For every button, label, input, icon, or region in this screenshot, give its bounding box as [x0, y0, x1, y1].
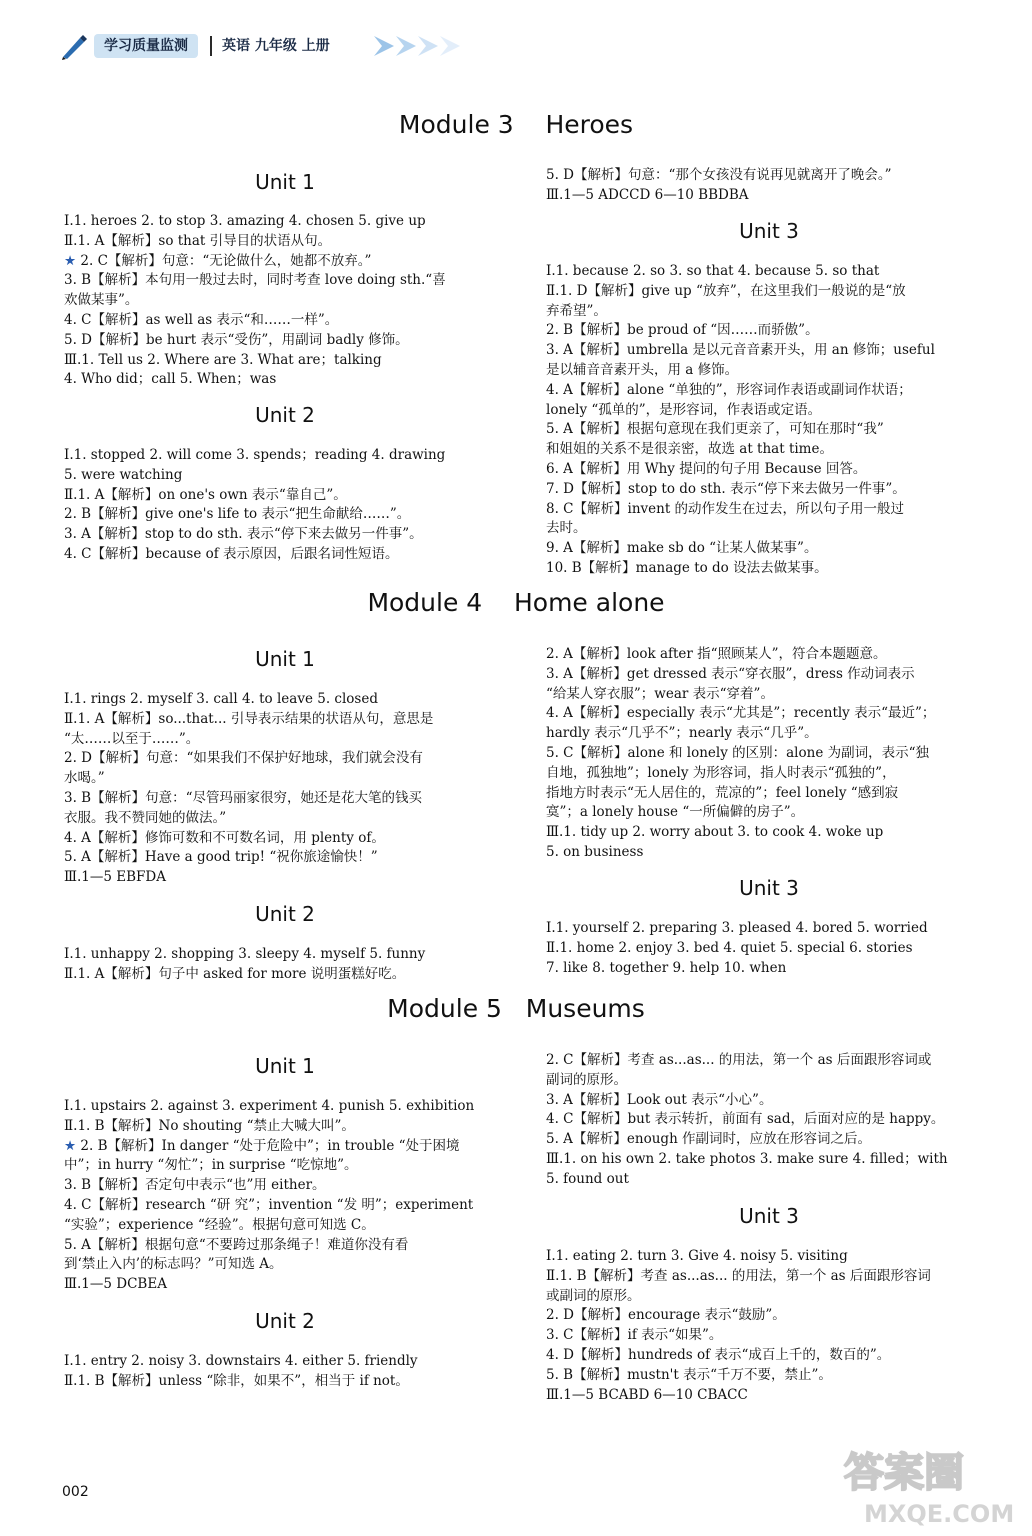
- answer-line: hardly 表示“几乎不”；nearly 表示“几乎”。: [546, 725, 818, 742]
- answer-line: 9. A【解析】make sb do “让某人做某事”。: [546, 540, 818, 557]
- answer-line: “给某人穿衣服”；wear 表示“穿着”。: [546, 685, 774, 702]
- answer-line: 4. C【解析】but 表示转折，前面有 sad，后面对应的是 happy。: [546, 1111, 945, 1128]
- m5-right-top-answers: [546, 1051, 948, 1190]
- answer-line: 3. B【解析】否定句中表示“也”用 either。: [64, 1177, 326, 1194]
- m5-unit-2-answers: [64, 1352, 418, 1392]
- answer-line: lonely “孤单的”，是形容词，作表语或定语。: [546, 401, 822, 418]
- answer-line: 3. B【解析】本句用一般过去时，同时考查 love doing sth.“喜: [64, 272, 446, 289]
- star-icon: ★: [64, 1137, 77, 1154]
- answer-line: 5. B【解析】mustn't 表示“千万不要，禁止”。: [546, 1366, 832, 1383]
- answer-line: 5. were watching: [64, 466, 183, 483]
- answer-line: 7. D【解析】stop to do sth. 表示“停下来去做另一件事”。: [546, 480, 906, 497]
- answer-line: 4. C【解析】because of 表示原因，后跟名词性短语。: [64, 545, 399, 562]
- answer-line: 到‘禁止入内’的标志吗？”可知选 A。: [64, 1256, 283, 1273]
- m5-unit-3-answers: [546, 1247, 931, 1405]
- star-icon: ★: [64, 252, 77, 269]
- answer-line: 2. D【解析】encourage 表示“鼓励”。: [546, 1307, 786, 1324]
- answer-line: 寞”；a lonely house “一所偏僻的房子”。: [546, 804, 805, 821]
- answer-line: 4. A【解析】especially 表示“尤其是”；recently 表示“最近”；: [546, 705, 936, 722]
- answer-line: 欢做某事”。: [64, 292, 139, 309]
- m3-unit-2-title: Unit 2: [255, 403, 315, 427]
- answer-line: 3. A【解析】stop to do sth. 表示“停下来去做另一件事”。: [64, 526, 423, 543]
- answer-line: 水喝。”: [64, 770, 105, 787]
- answer-line: 是以辅音音素开头，用 a 修饰。: [546, 361, 739, 378]
- m5-unit-1-answers: [64, 1097, 474, 1295]
- answer-line: Ⅱ.1. D【解析】give up “放弃”，在这里我们一般说的是“放: [546, 282, 906, 299]
- m4-unit-1-answers: [64, 690, 433, 888]
- answer-line: Ⅰ.1. yourself 2. preparing 3. pleased 4. bored 5. worried: [546, 920, 928, 936]
- header-divider: [210, 36, 212, 56]
- answer-line: 3. A【解析】Look out 表示“小心”。: [546, 1091, 773, 1108]
- answer-line: 去时。: [546, 520, 587, 537]
- m5-unit-3-title: Unit 3: [739, 1204, 799, 1228]
- module-4-title: Module 4 Home alone: [367, 588, 665, 617]
- answer-line: 指地方时表示“无人居住的，荒凉的”；feel lonely “感到寂: [546, 784, 899, 801]
- answer-line: Ⅰ.1. stopped 2. will come 3. spends；reading 4. drawing: [64, 447, 446, 463]
- answer-line: Ⅱ.1. A【解析】句子中 asked for more 说明蛋糕好吃。: [64, 965, 406, 982]
- answer-line: 3. A【解析】umbrella 是以元音音素开头，用 an 修饰；useful: [546, 342, 935, 359]
- answer-line: Ⅱ.1. home 2. enjoy 3. bed 4. quiet 5. special 6. stories: [546, 939, 913, 956]
- answer-line: 10. B【解析】manage to do 设法去做某事。: [546, 559, 828, 576]
- m3-unit-2-answers: [64, 446, 445, 565]
- answer-line: Ⅰ.1. heroes 2. to stop 3. amazing 4. chosen 5. give up: [64, 213, 426, 229]
- answer-line: Ⅱ.1. B【解析】考查 as...as... 的用法，第一个 as 后面跟形容词: [546, 1267, 931, 1284]
- answer-line: 5. found out: [546, 1170, 629, 1187]
- answer-line: Ⅰ.1. unhappy 2. shopping 3. sleepy 4. myself 5. funny: [64, 946, 426, 962]
- chevrons-right-icon: [372, 32, 462, 60]
- answer-line: 5. on business: [546, 843, 644, 860]
- module-3-title: Module 3 Heroes: [398, 110, 634, 139]
- answer-line: Ⅰ.1. entry 2. noisy 3. downstairs 4. either 5. friendly: [64, 1353, 418, 1369]
- answer-line: “太……以至于……”。: [64, 730, 200, 747]
- m5-unit-2-title: Unit 2: [255, 1309, 315, 1333]
- answer-line: 和姐姐的关系不是很亲密，故选 at that time。: [546, 441, 833, 458]
- answer-line: 衣服。我不赞同她的做法。”: [64, 809, 227, 826]
- header-subtitle: 英语 九年级 上册: [222, 38, 330, 54]
- answer-line: Ⅲ.1—5 ADCCD 6—10 BBDBA: [546, 186, 749, 203]
- watermark-bottom: MXQE.COM: [864, 1500, 1015, 1528]
- m3-unit-1-answers: [64, 212, 446, 390]
- answer-line: 2. A【解析】look after 指“照顾某人”，符合本题题意。: [546, 646, 887, 662]
- answer-line: Ⅲ.1—5 EBFDA: [64, 869, 166, 886]
- pen-icon: [60, 32, 88, 60]
- watermark-top: 答案圈: [844, 1450, 964, 1496]
- answer-line: “实验”；experience “经验”。根据句意可知选 C。: [64, 1216, 375, 1233]
- answer-line: 5. A【解析】enough 作副词时，应放在形容词之后。: [546, 1131, 872, 1148]
- answer-line: 3. B【解析】句意：“尽管玛丽家很穷，她还是花大笔的钱买: [64, 789, 422, 806]
- m3-unit-3-answers: [546, 262, 935, 579]
- answer-line: Ⅱ.1. A【解析】so...that... 引导表示结果的状语从句，意思是: [64, 710, 434, 727]
- answer-line: Ⅲ.1. on his own 2. take photos 3. make sure 4. filled；with: [546, 1150, 948, 1167]
- answer-line: 2. C【解析】考查 as...as... 的用法，第一个 as 后面跟形容词或: [546, 1052, 932, 1068]
- answer-line: 2. B【解析】be proud of “因……而骄傲”。: [546, 322, 819, 339]
- m4-unit-3-answers: [546, 919, 928, 978]
- answer-line: Ⅱ.1. A【解析】on one's own 表示“靠自己”。: [64, 486, 347, 503]
- answer-line: Ⅰ.1. eating 2. turn 3. Give 4. noisy 5. visiting: [546, 1248, 848, 1264]
- answer-line: 3. C【解析】if 表示“如果”。: [546, 1327, 723, 1344]
- answer-line: ★ 2. C【解析】句意：“无论做什么，她都不放弃。”: [64, 252, 372, 269]
- answer-line: 5. D【解析】be hurt 表示“受伤”，用副词 badly 修饰。: [64, 331, 409, 348]
- answer-line: 5. C【解析】alone 和 lonely 的区别：alone 为副词，表示“独: [546, 744, 929, 761]
- answer-line: 4. C【解析】research “研 究”；invention “发 明”；experiment: [64, 1196, 474, 1213]
- answer-line: 或副词的原形。: [546, 1287, 641, 1304]
- answer-line: Ⅲ.1—5 DCBEA: [64, 1276, 167, 1293]
- answer-line: Ⅲ.1—5 BCABD 6—10 CBACC: [546, 1386, 748, 1403]
- answer-line: 8. C【解析】invent 的动作发生在过去，所以句子用一般过: [546, 500, 905, 517]
- page-number: 002: [62, 1484, 89, 1500]
- answer-line: Ⅲ.1. tidy up 2. worry about 3. to cook 4. woke up: [546, 824, 884, 841]
- m4-unit-3-title: Unit 3: [739, 876, 799, 900]
- answer-line: Ⅰ.1. rings 2. myself 3. call 4. to leave 5. closed: [64, 691, 378, 707]
- m4-unit-1-title: Unit 1: [255, 647, 315, 671]
- answer-line: 5. D【解析】句意：“那个女孩没有说再见就离开了晚会。”: [546, 167, 892, 183]
- answer-line: Ⅱ.1. B【解析】No shouting “禁止大喊大叫”。: [64, 1117, 355, 1134]
- m4-unit-2-title: Unit 2: [255, 902, 315, 926]
- answer-line: 自地，孤独地”；lonely 为形容词，指人时表示“孤独的”，: [546, 764, 896, 781]
- answer-line: 4. C【解析】as well as 表示“和……一样”。: [64, 311, 339, 328]
- m3-unit-1-title: Unit 1: [255, 170, 315, 194]
- m3-unit-3-title: Unit 3: [739, 219, 799, 243]
- m4-right-top-answers: [546, 645, 935, 863]
- answer-line: Ⅰ.1. upstairs 2. against 3. experiment 4. punish 5. exhibition: [64, 1098, 475, 1114]
- answer-line: 5. A【解析】根据句意现在我们更亲了，可知在那时“我”: [546, 421, 884, 438]
- answer-line: 4. Who did；call 5. When；was: [64, 371, 277, 388]
- m3-right-top-answers: [546, 166, 892, 206]
- answer-line: 2. D【解析】句意：“如果我们不保护好地球，我们就会没有: [64, 750, 423, 767]
- m4-unit-2-answers: [64, 945, 425, 985]
- answer-line: 4. A【解析】修饰可数和不可数名词，用 plenty of。: [64, 829, 385, 846]
- module-5-title: Module 5 Museums: [387, 994, 645, 1023]
- answer-line: 5. A【解析】根据句意“不要跨过那条绳子！难道你没有看: [64, 1236, 409, 1253]
- answer-line: Ⅲ.1. Tell us 2. Where are 3. What are；talking: [64, 351, 382, 368]
- answer-line: 副词的原形。: [546, 1071, 627, 1088]
- answer-line: 中”；in hurry “匆忙”；in surprise “吃惊地”。: [64, 1157, 358, 1174]
- answer-line: 3. A【解析】get dressed 表示“穿衣服”，dress 作动词表示: [546, 665, 915, 682]
- answer-line: 6. A【解析】用 Why 提问的句子用 Because 回答。: [546, 460, 867, 477]
- m5-unit-1-title: Unit 1: [255, 1054, 315, 1078]
- answer-line: 4. A【解析】alone “单独的”，形容词作表语或副词作状语；: [546, 381, 912, 398]
- answer-line: 弃希望”。: [546, 302, 607, 319]
- header-title: 学习质量监测: [94, 34, 198, 58]
- answer-line: Ⅱ.1. A【解析】so that 引导目的状语从句。: [64, 232, 332, 249]
- answer-line: Ⅰ.1. because 2. so 3. so that 4. because 5. so that: [546, 263, 880, 279]
- page-header: [60, 30, 460, 62]
- answer-line: 5. A【解析】Have a good trip! “祝你旅途愉快！”: [64, 849, 378, 866]
- answer-line: Ⅱ.1. B【解析】unless “除非，如果不”，相当于 if not。: [64, 1372, 409, 1389]
- answer-line: 4. D【解析】hundreds of 表示“成百上千的，数百的”。: [546, 1346, 891, 1363]
- watermark-logo: [840, 1440, 1015, 1530]
- answer-line: 2. B【解析】give one's life to 表示“把生命献给……”。: [64, 506, 411, 523]
- answer-line: 7. like 8. together 9. help 10. when: [546, 959, 787, 976]
- answer-line: ★ 2. B【解析】In danger “处于危险中”；in trouble “处于困境: [64, 1137, 460, 1154]
